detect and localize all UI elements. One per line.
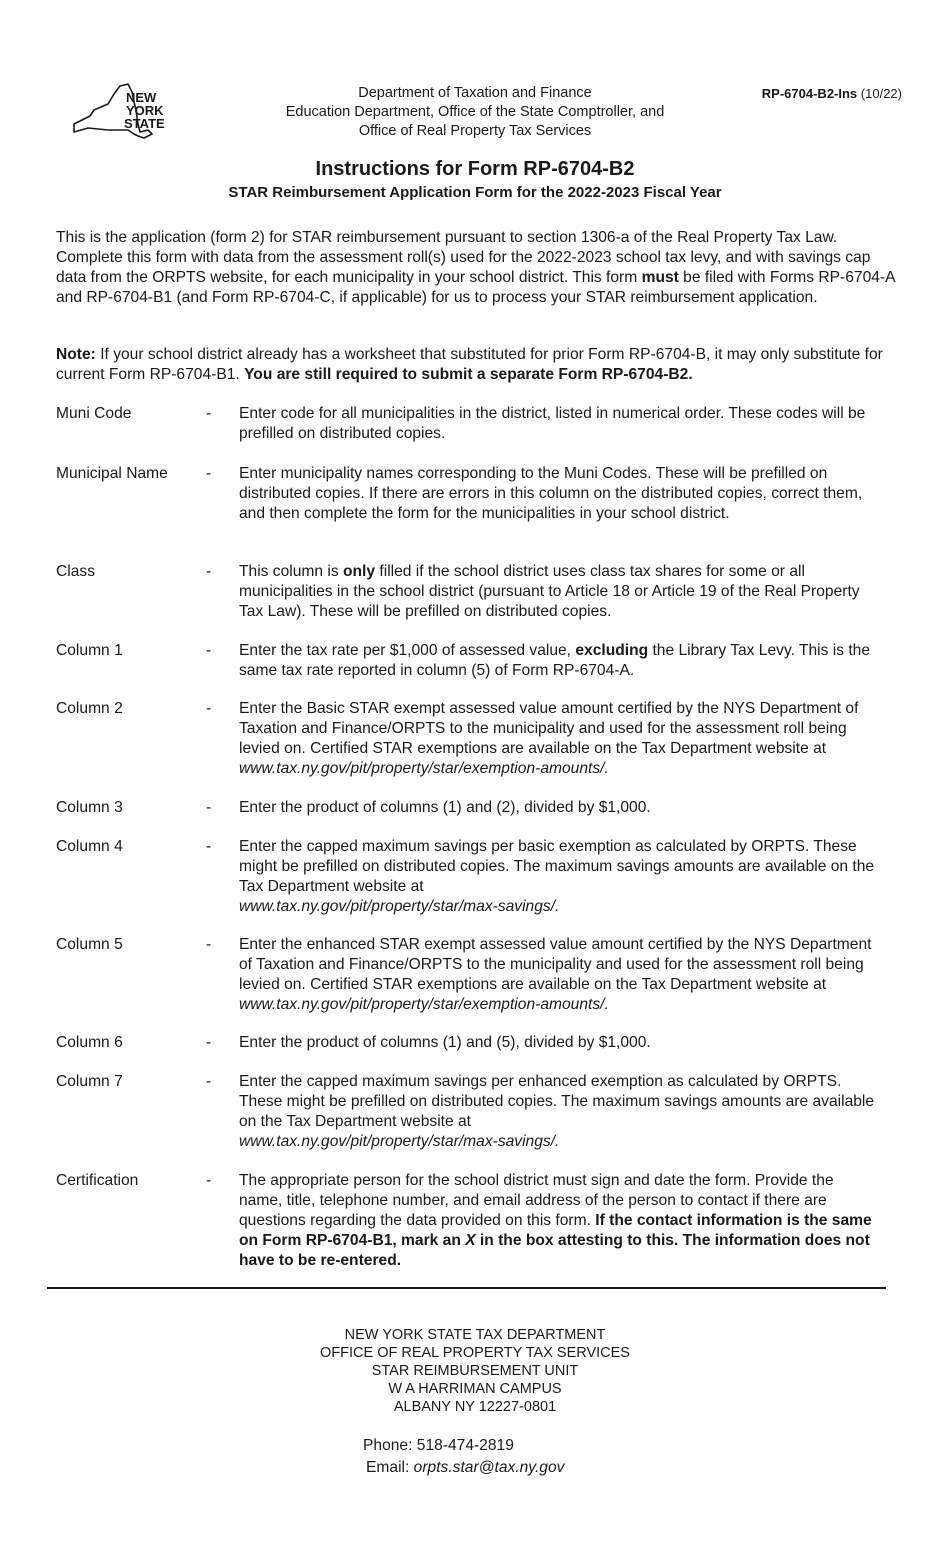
item-term: Column 3: [56, 799, 123, 816]
page-subtitle: STAR Reimbursement Application Form for the 2022-2023 Fiscal Year: [228, 184, 722, 201]
logo-line-1: NEW: [126, 90, 157, 105]
item-term: Muni Code: [56, 405, 132, 422]
intro-paragraph: This is the application (form 2) for STAR reimbursement pursuant to section 1306-a of the Real Property Tax Law. Complete this form with data from the assessment roll(s) used for the 2022-2023 school tax levy, and with savings cap data from the ORPTS website, for each municipality in your school district. This form must be filed with Forms RP-6704-A and RP-6704-B1 (and Form RP-6704-C, if applicable) for us to process your STAR reimbursement application.: [56, 229, 895, 306]
item-description: The appropriate person for the school district must sign and date the form. Provide the name, title, telephone number, and email address of the person to contact if there are questions regarding the data provided on this form. If the contact information is the same on Form RP-6704-B1, mark an X in the box attesting to this. The information does not have to be re-entered.: [239, 1172, 872, 1269]
item-description: Enter the capped maximum savings per enhanced exemption as calculated by ORPTS. These might be prefilled on distributed copies. The maximum savings amounts are available on the Tax Department website at www.tax.ny.gov/pit/property/star/max-savings/.: [239, 1073, 875, 1150]
item-description: Enter the product of columns (1) and (2), divided by $1,000.: [239, 799, 651, 816]
item-term: Column 6: [56, 1034, 123, 1051]
page-title: Instructions for Form RP-6704-B2: [315, 158, 635, 180]
address-line: W A HARRIMAN CAMPUS: [388, 1381, 562, 1397]
url-text: www.tax.ny.gov/pit/property/star/max-savings/.: [239, 898, 560, 915]
agency-line: Education Department, Office of the State Comptroller, and: [285, 104, 665, 120]
item-description: Enter the Basic STAR exempt assessed value amount certified by the NYS Department of Taxation and Finance/ORPTS to the municipality and used for the assessment roll being levied on. Certified STAR exemptions are available on the Tax Department website at www.tax.ny.gov/pit/property/star/exemption-amounts/.: [239, 700, 859, 777]
address-line: NEW YORK STATE TAX DEPARTMENT: [344, 1327, 606, 1343]
agency-block: [250, 84, 700, 141]
item-term: Column 2: [56, 700, 123, 717]
logo-line-3: STATE: [124, 116, 165, 131]
phone-number: 518-474-2819: [416, 1437, 514, 1454]
item-description: This column is only filled if the school district uses class tax shares for some or all municipalities in the school district (pursuant to Article 18 or Article 19 of the Real Property Tax Law). These will be prefilled on distributed copies.: [239, 563, 860, 620]
logo-line-2: YORK: [126, 103, 164, 118]
item-description: Enter code for all municipalities in the district, listed in numerical order. These codes will be prefilled on distributed copies.: [239, 405, 866, 442]
contact-phone: Phone: 518-474-2819: [363, 1437, 514, 1454]
address-line: OFFICE OF REAL PROPERTY TAX SERVICES: [320, 1345, 630, 1361]
form-identifier: [762, 86, 902, 101]
agency-line: Office of Real Property Tax Services: [358, 123, 592, 139]
note-paragraph: Note: If your school district already has a worksheet that substituted for prior Form RP-6704-B, it may only substitute for current Form RP-6704-B1. You are still required to submit a separate Form RP-6704-B2.: [56, 346, 883, 383]
item-description: Enter the product of columns (1) and (5), divided by $1,000.: [239, 1034, 651, 1051]
address-line: ALBANY NY 12227-0801: [393, 1399, 557, 1415]
item-term: Municipal Name: [56, 465, 168, 482]
address-line: STAR REIMBURSEMENT UNIT: [371, 1363, 579, 1379]
agency-line: Department of Taxation and Finance: [358, 85, 592, 101]
item-term: Column 4: [56, 838, 123, 855]
form-date: (10/22): [860, 86, 902, 101]
contact-email: Email: orpts.star@tax.ny.gov: [366, 1459, 565, 1476]
item-term: Column 5: [56, 936, 123, 953]
form-number: RP-6704-B2-Ins: [761, 86, 858, 101]
item-description: Enter the enhanced STAR exempt assessed value amount certified by the NYS Department of Taxation and Finance/ORPTS to the municipality and used for the assessment roll being levied on. Certified STAR exemptions are available on the Tax Department website at www.tax.ny.gov/pit/property/star/exemption-amounts/.: [239, 936, 872, 1013]
url-text: www.tax.ny.gov/pit/property/star/exemption-amounts/.: [239, 996, 609, 1013]
item-description: Enter the capped maximum savings per basic exemption as calculated by ORPTS. These might be prefilled on distributed copies. The maximum savings amounts are available on the Tax Department website at www.tax.ny.gov/pit/property/star/max-savings/.: [239, 838, 875, 915]
nys-logo: [68, 80, 178, 146]
mailing-address: [0, 1326, 950, 1416]
url-text: www.tax.ny.gov/pit/property/star/max-savings/.: [239, 1133, 560, 1150]
item-description: Enter the tax rate per $1,000 of assessed value, excluding the Library Tax Levy. This is the same tax rate reported in column (5) of Form RP-6704-A.: [239, 642, 871, 679]
item-term: Certification: [56, 1172, 139, 1189]
new-york-state-map-icon: [68, 80, 178, 146]
divider: [47, 1287, 886, 1289]
item-term: Column 7: [56, 1073, 123, 1090]
note-label: Note:: [56, 346, 96, 363]
item-description: Enter municipality names corresponding to the Muni Codes. These will be prefilled on distributed copies. If there are errors in this column on the distributed copies, correct them, and then complete the form for the municipalities in your school district.: [239, 465, 863, 522]
item-term: Column 1: [56, 642, 123, 659]
url-text: www.tax.ny.gov/pit/property/star/exemption-amounts/.: [239, 760, 609, 777]
email-address[interactable]: orpts.star@tax.ny.gov: [413, 1459, 565, 1476]
item-term: Class: [56, 563, 95, 580]
